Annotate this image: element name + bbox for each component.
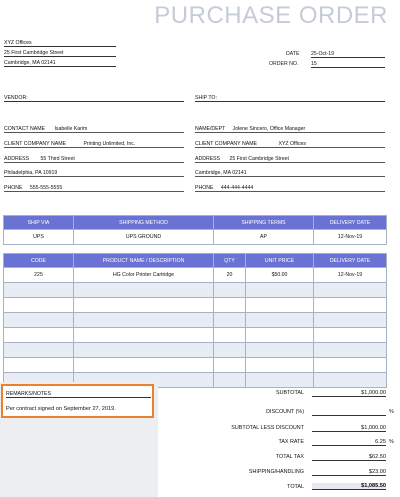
tax-rate-value: 6.25 <box>312 439 386 446</box>
code-header: CODE <box>4 254 74 268</box>
ship-company-value: XYZ Offices <box>278 141 307 147</box>
vendor-company-label: CLIENT COMPANY NAME <box>4 141 66 147</box>
shipping-method-header: SHIPPING METHOD <box>74 216 214 230</box>
shipping-handling-label: SHIPPING/HANDLING <box>248 469 304 475</box>
order-number-value: 15 <box>311 61 385 68</box>
vendor-phone-label: PHONE <box>4 185 23 191</box>
vendor-phone-row <box>4 185 184 192</box>
shipping-method-cell: UPS GROUND <box>74 230 214 245</box>
total-tax-label: TOTAL TAX <box>275 454 304 460</box>
vendor-phone-value: 555-555-5555 <box>29 185 63 191</box>
vendor-address-label: ADDRESS <box>4 156 30 162</box>
ship-name-label: NAME/DEPT <box>195 126 226 132</box>
total-tax-value: $62.50 <box>312 454 386 461</box>
ship-to-heading: SHIP TO: <box>195 95 385 102</box>
vendor-city: Philadelphia, PA 10919 <box>4 170 184 177</box>
company-street: 25 First Cambridge Street <box>4 50 116 57</box>
subtotal-label: SUBTOTAL <box>276 390 304 396</box>
vendor-heading: VENDOR: <box>4 95 184 102</box>
item-qty-cell: 20 <box>214 268 246 283</box>
ship-address-row <box>195 156 385 163</box>
table-row <box>4 298 387 313</box>
remarks-box[interactable] <box>1 384 154 418</box>
table-row <box>4 328 387 343</box>
ship-phone-value: 444-444-4444 <box>220 185 254 191</box>
shipping-terms-cell: AP <box>214 230 314 245</box>
item-delivery-date-cell: 12-Nov-19 <box>314 268 387 283</box>
vendor-contact-value: Isabelle Karim <box>54 126 88 132</box>
table-row <box>4 343 387 358</box>
product-header: PRODUCT NAME / DESCRIPTION <box>74 254 214 268</box>
order-number-label: ORDER NO. <box>269 61 299 67</box>
vendor-address-value: 55 Third Street <box>40 156 75 162</box>
vendor-address-row <box>4 156 184 163</box>
subtotal-value: $1,000.00 <box>312 390 386 397</box>
ship-phone-label: PHONE <box>195 185 214 191</box>
company-city: Cambridge, MA 02141 <box>4 60 116 67</box>
ship-address-value: 25 First Cambridge Street <box>229 156 289 162</box>
ship-phone-row <box>195 185 385 192</box>
ship-address-label: ADDRESS <box>195 156 221 162</box>
table-row <box>4 313 387 328</box>
discount-value[interactable] <box>312 409 386 416</box>
unit-price-header: UNIT PRICE <box>246 254 314 268</box>
vendor-company-value: Printing Unlimited, Inc. <box>83 141 136 147</box>
page-title: PURCHASE ORDER <box>154 2 388 29</box>
ship-via-header: SHIP VIA <box>4 216 74 230</box>
vendor-contact-label: CONTACT NAME <box>4 126 46 132</box>
item-code-cell: 225 <box>4 268 74 283</box>
table-row <box>4 268 387 283</box>
shipping-handling-value: $23.00 <box>312 469 386 476</box>
tax-rate-label: TAX RATE <box>278 439 304 445</box>
shipping-terms-header: SHIPPING TERMS <box>214 216 314 230</box>
delivery-date-header: DELIVERY DATE <box>314 216 387 230</box>
table-row <box>4 358 387 373</box>
vendor-company-row <box>4 141 184 148</box>
ship-via-cell: UPS <box>4 230 74 245</box>
item-product-cell: HG Color Printer Cartridge <box>74 268 214 283</box>
vendor-contact-row <box>4 126 184 133</box>
total-value: $1,085.50 <box>312 483 386 490</box>
ship-company-label: CLIENT COMPANY NAME <box>195 141 257 147</box>
date-value: 25-Oct-19 <box>311 51 385 58</box>
item-unit-price-cell: $50.00 <box>246 268 314 283</box>
ship-name-row <box>195 126 385 133</box>
discount-percent: % <box>389 409 394 415</box>
items-table <box>3 253 387 388</box>
subtotal-less-discount-label: SUBTOTAL LESS DISCOUNT <box>231 425 304 431</box>
discount-label: DISCOUNT (%) <box>266 409 304 415</box>
total-label: TOTAL <box>287 484 304 490</box>
subtotal-less-discount-value: $1,000.00 <box>312 425 386 432</box>
ship-company-row <box>195 141 385 148</box>
remarks-heading: REMARKS/NOTES <box>6 391 151 398</box>
qty-header: QTY <box>214 254 246 268</box>
date-label: DATE <box>286 51 300 57</box>
ship-city: Cambridge, MA 02141 <box>195 170 385 177</box>
table-row <box>4 283 387 298</box>
shipping-table <box>3 215 387 245</box>
tax-rate-percent: % <box>389 439 394 445</box>
company-name: XYZ Offices <box>4 40 116 47</box>
item-delivery-date-header: DELIVERY DATE <box>314 254 387 268</box>
delivery-date-cell: 12-Nov-19 <box>314 230 387 245</box>
remarks-text: Per contract signed on September 27, 2019. <box>6 406 116 412</box>
ship-name-value: Jolene Sincero, Office Manager <box>232 126 306 132</box>
